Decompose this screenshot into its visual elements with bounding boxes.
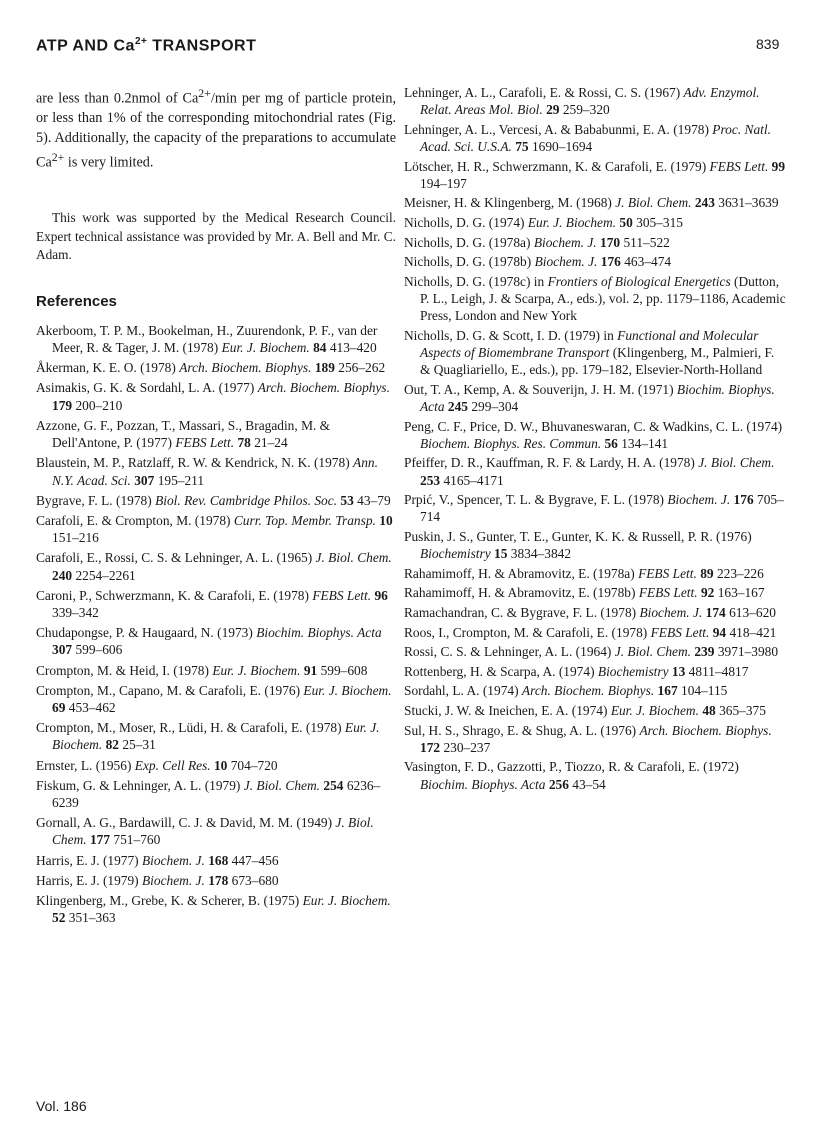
reference-item [404, 584, 786, 601]
reference-volume: 96 [374, 587, 388, 603]
reference-pages: 6236–6239 [52, 777, 381, 810]
reference-journal: Biochem. Biophys. Res. Commun. [420, 435, 602, 451]
running-header-text: ATP AND Ca [36, 37, 135, 55]
reference-journal: Curr. Top. Membr. Transp. [233, 512, 376, 528]
reference-pages: 463–474 [624, 254, 672, 270]
reference-item [36, 512, 396, 546]
reference-list-right [404, 84, 786, 793]
reference-journal: FEBS Lett. [312, 587, 372, 603]
reference-pages: 704–720 [230, 757, 278, 773]
reference-item [36, 777, 396, 811]
reference-volume: 52 [52, 910, 66, 926]
reference-pages: 751–760 [113, 832, 161, 848]
reference-journal: Eur. J. Biochem. [527, 214, 617, 230]
reference-volume: 10 [213, 757, 228, 773]
reference-journal: Biochem. J. [639, 604, 703, 620]
reference-journal: J. Biol. Chem. [698, 455, 775, 471]
reference-item [404, 381, 786, 415]
reference-volume: 176 [733, 492, 754, 508]
reference-authors: Puskin, J. S., Gunter, T. E., Gunter, K. K. & Russell, P. R. (1976) [404, 528, 752, 544]
reference-volume: 176 [600, 254, 621, 270]
reference-pages: 4165–4171 [443, 472, 504, 488]
reference-volume: 50 [619, 214, 633, 230]
reference-volume: 168 [208, 852, 229, 868]
reference-volume: 91 [303, 662, 318, 678]
reference-item [404, 565, 786, 582]
reference-item [404, 454, 786, 488]
reference-journal: Arch. Biochem. Biophys. [257, 380, 390, 396]
reference-volume: 256 [548, 776, 569, 792]
reference-item [404, 327, 786, 379]
reference-pages: 134–141 [621, 435, 669, 451]
reference-list-left [36, 322, 396, 927]
reference-authors: Ernster, L. (1956) [36, 757, 132, 773]
reference-item [36, 454, 396, 488]
reference-volume: 240 [52, 567, 73, 583]
reference-item [404, 758, 786, 792]
reference-authors: Peng, C. F., Price, D. W., Bhuvaneswaran, C. & Wadkins, C. L. (1974) [404, 418, 783, 434]
reference-pages: 3971–3980 [717, 644, 779, 660]
reference-pages: 256–262 [338, 360, 386, 376]
reference-journal: J. Biol. Chem. [615, 195, 692, 211]
reference-pages: 25–31 [122, 737, 156, 753]
reference-authors: Ramachandran, C. & Bygrave, F. L. (1978) [404, 604, 637, 620]
reference-volume: 48 [702, 702, 716, 718]
reference-item [404, 234, 786, 251]
reference-volume: 243 [694, 195, 715, 211]
reference-journal: FEBS Lett. [709, 158, 769, 174]
reference-item [404, 158, 786, 192]
reference-item [36, 872, 396, 889]
reference-journal: Biochem. J. [142, 852, 205, 868]
reference-journal: Biol. Rev. Cambridge Philos. Soc. [155, 492, 338, 508]
reference-authors: Åkerman, K. E. O. (1978) [36, 360, 176, 376]
body-paragraph: are less than 0.2nmol of $Ca^{2+}/\min$ per mg of particle protein, or less than 1% of the corresponding mitochondrial rates (Fig. 5). Additionally, the capacity of the preparations to accumulate $Ca^{2+}$ is very limited. [36, 86, 396, 171]
reference-authors: Crompton, M., Moser, R., Lüdi, H. & Carafoli, E. (1978) [36, 720, 342, 736]
reference-journal: Eur. J. Biochem. [52, 720, 380, 753]
reference-authors: Vasington, F. D., Gazzotti, P., Tiozzo, R. & Carafoli, E. (1972) [404, 759, 739, 775]
reference-volume: 75 [515, 139, 529, 154]
running-header-superscript: 2+ [134, 36, 148, 47]
reference-pages: 223–226 [716, 565, 764, 581]
reference-item [404, 682, 786, 699]
reference-journal: Ann. N.Y. Acad. Sci. [52, 455, 378, 488]
reference-item [404, 643, 786, 660]
reference-authors: Nicholls, D. G. (1974) [404, 214, 525, 230]
reference-pages: 339–342 [52, 604, 99, 620]
reference-item [36, 662, 396, 679]
reference-authors: Nicholls, D. G. & Scott, I. D. (1979) in [404, 327, 614, 343]
reference-volume: 94 [712, 624, 727, 640]
reference-journal: J. Biol. Chem. [243, 777, 321, 793]
reference-item [36, 719, 396, 753]
reference-item [36, 417, 396, 451]
reference-authors: Rossi, C. S. & Lehninger, A. L. (1964) [404, 644, 612, 660]
reference-authors: Nicholls, D. G. (1978c) in [404, 273, 545, 289]
reference-item [404, 491, 786, 525]
reference-journal: FEBS Lett. [638, 565, 697, 581]
reference-volume: 254 [323, 777, 344, 793]
reference-item [36, 379, 396, 413]
reference-journal: Biochim. Biophys. Acta [256, 625, 382, 641]
reference-volume: 178 [208, 872, 229, 888]
reference-pages: 299–304 [471, 398, 519, 414]
reference-volume: 69 [52, 699, 66, 715]
reference-volume: 99 [771, 158, 786, 174]
reference-pages: 599–608 [320, 662, 368, 678]
running-header [36, 36, 256, 55]
reference-pages: 705–714 [420, 492, 784, 525]
reference-pages: 104–115 [681, 683, 728, 699]
reference-authors: Bygrave, F. L. (1978) [36, 492, 152, 508]
reference-authors: Prpić, V., Spencer, T. L. & Bygrave, F. L. (1978) [404, 492, 664, 508]
reference-item [36, 549, 396, 583]
reference-volume: 167 [657, 683, 678, 699]
reference-volume: 253 [420, 472, 441, 488]
reference-journal: Exp. Cell Res. [134, 757, 211, 773]
reference-journal: Proc. Natl. Acad. Sci. U.S.A. [420, 121, 771, 154]
reference-item [36, 814, 396, 848]
references-heading: References [36, 292, 117, 310]
reference-pages: 21–24 [254, 435, 288, 451]
reference-item [404, 702, 786, 719]
reference-pages: 351–363 [68, 910, 116, 926]
reference-pages: 200–210 [75, 397, 123, 413]
reference-authors: Fiskum, G. & Lehninger, A. L. (1979) [36, 777, 241, 793]
reference-pages: 365–375 [719, 702, 766, 718]
reference-pages: 2254–2261 [75, 567, 136, 583]
reference-volume: 78 [237, 435, 251, 451]
reference-item [404, 528, 786, 562]
reference-journal: J. Biol. Chem. [614, 644, 691, 660]
reference-authors: Rottenberg, H. & Scarpa, A. (1974) [404, 663, 595, 679]
reference-item [36, 757, 396, 774]
reference-pages: 195–211 [157, 472, 205, 488]
reference-pages: 418–421 [729, 624, 777, 640]
reference-authors: Carafoli, E. & Crompton, M. (1978) [36, 512, 231, 528]
reference-item [404, 418, 786, 452]
reference-authors: Harris, E. J. (1977) [36, 852, 139, 868]
reference-authors: Sul, H. S., Shrago, E. & Shug, A. L. (1976) [404, 722, 637, 738]
reference-pages: 194–197 [420, 175, 467, 191]
reference-journal: Biochem. J. [533, 234, 597, 250]
reference-journal: J. Biol. Chem. [315, 550, 392, 566]
reference-authors: Asimakis, G. K. & Sordahl, L. A. (1977) [36, 380, 255, 396]
reference-journal: Eur. J. Biochem. [303, 682, 392, 698]
right-column [404, 84, 786, 795]
reference-item [404, 214, 786, 231]
reference-volume: 29 [546, 102, 560, 118]
reference-journal: Eur. J. Biochem. [302, 892, 391, 908]
reference-authors: Gornall, A. G., Bardawill, C. J. & David, M. M. (1949) [36, 815, 333, 831]
reference-authors: Klingenberg, M., Grebe, K. & Scherer, B. (1975) [36, 892, 300, 908]
reference-journal: FEBS Lett. [175, 435, 235, 451]
reference-volume: 13 [671, 663, 686, 679]
reference-pages: 613–620 [729, 604, 776, 620]
acknowledgement: This work was supported by the Medical Research Council. Expert technical assistance was provided by Mr. A. Bell and Mr. C. Adam. [36, 210, 396, 263]
reference-volume: 53 [340, 492, 354, 508]
left-column [36, 84, 396, 929]
reference-item [36, 359, 396, 376]
reference-volume: 307 [134, 472, 155, 488]
reference-item [36, 682, 396, 716]
reference-volume: 239 [694, 644, 715, 660]
reference-authors: Nicholls, D. G. (1978a) [404, 234, 531, 250]
reference-pages: 1690–1694 [531, 139, 593, 154]
reference-journal: Adv. Enzymol. Relat. Areas Mol. Biol. [420, 85, 760, 118]
reference-authors: Crompton, M., Capano, M. & Carafoli, E. (1976) [36, 682, 301, 698]
reference-authors: Stucki, J. W. & Ineichen, E. A. (1974) [404, 702, 608, 718]
reference-pages: 3631–3639 [718, 195, 779, 211]
reference-pages: 599–606 [75, 642, 123, 658]
reference-item [36, 322, 396, 356]
footer-volume: Vol. 186 [36, 1098, 87, 1114]
reference-journal: Arch. Biochem. Biophys. [179, 360, 312, 376]
reference-volume: 174 [705, 604, 726, 620]
reference-volume: 177 [89, 832, 111, 848]
reference-pages: 413–420 [329, 340, 377, 356]
reference-volume: 84 [313, 340, 327, 356]
reference-volume: 82 [105, 737, 119, 753]
running-header-text-suffix: TRANSPORT [147, 37, 257, 55]
reference-pages: 3834–3842 [510, 546, 572, 562]
reference-pages: 151–216 [52, 530, 99, 546]
reference-authors: Sordahl, L. A. (1974) [404, 683, 519, 699]
reference-item [404, 84, 786, 118]
reference-journal: Biochim. Biophys. Acta [420, 381, 775, 414]
reference-pages: 673–680 [231, 872, 279, 888]
reference-volume: 172 [420, 739, 441, 755]
reference-volume: 89 [700, 565, 714, 581]
reference-pages: 305–315 [636, 214, 683, 230]
reference-item [404, 663, 786, 680]
reference-authors: Rahamimoff, H. & Abramovitz, E. (1978b) [404, 585, 636, 601]
reference-journal: Functional and Molecular Aspects of Biomembrane Transport [420, 327, 759, 360]
reference-volume: 15 [494, 546, 508, 562]
reference-authors: Roos, I., Crompton, M. & Carafoli, E. (1978) [404, 624, 648, 640]
reference-pages: 4811–4817 [688, 663, 749, 679]
reference-item [404, 273, 786, 325]
reference-authors: Crompton, M. & Heid, I. (1978) [36, 662, 209, 678]
reference-item [36, 892, 396, 926]
page-number: 839 [756, 36, 780, 52]
reference-authors: Rahamimoff, H. & Abramovitz, E. (1978a) [404, 565, 635, 581]
reference-journal: Biochem. J. [534, 254, 598, 270]
reference-pages: 447–456 [231, 852, 279, 868]
reference-authors: Lehninger, A. L., Carafoli, E. & Rossi, C. S. (1967) [404, 85, 681, 100]
reference-item [404, 624, 786, 641]
reference-item [404, 253, 786, 270]
reference-journal: Frontiers of Biological Energetics [547, 273, 731, 289]
reference-pages: 163–167 [717, 585, 765, 601]
reference-authors: Chudapongse, P. & Haugaard, N. (1973) [36, 625, 253, 641]
reference-journal: Biochem. J. [142, 872, 205, 888]
reference-pages: (Klingenberg, M., Palmieri, F. & Quagliariello, E., eds.), pp. 179–182, Elsevier-North-Holland [420, 344, 775, 378]
reference-item [404, 722, 786, 756]
reference-journal: Biochemistry [597, 663, 669, 679]
reference-item [404, 194, 786, 211]
reference-authors: Caroni, P., Schwerzmann, K. & Carafoli, E. (1978) [36, 587, 309, 603]
reference-pages: 259–320 [562, 102, 610, 118]
reference-authors: Blaustein, M. P., Ratzlaff, R. W. & Kendrick, N. K. (1978) [36, 455, 350, 471]
reference-journal: Arch. Biochem. Biophys. [521, 683, 655, 699]
reference-item [404, 121, 786, 155]
reference-volume: 189 [314, 360, 335, 376]
reference-pages: (Dutton, P. L., Leigh, J. & Scarpa, A., eds.), vol. 2, pp. 1179–1186, Academic Press, London and New York [420, 273, 786, 324]
reference-item [36, 624, 396, 658]
reference-journal: FEBS Lett. [650, 624, 710, 640]
reference-journal: J. Biol. Chem. [52, 815, 374, 848]
reference-authors: Out, T. A., Kemp, A. & Souverijn, J. H. M. (1971) [404, 381, 674, 397]
reference-volume: 10 [379, 512, 393, 528]
reference-item [36, 587, 396, 621]
reference-pages: 230–237 [443, 739, 491, 755]
reference-volume: 56 [604, 435, 618, 451]
reference-volume: 245 [447, 398, 468, 414]
reference-volume: 307 [52, 642, 73, 658]
reference-journal: Biochim. Biophys. Acta [420, 776, 546, 792]
reference-volume: 179 [52, 397, 73, 413]
reference-volume: 92 [700, 585, 715, 601]
reference-item [36, 492, 396, 509]
reference-authors: Akerboom, T. P. M., Bookelman, H., Zuurendonk, P. F., van der Meer, R. & Tager, J. M. (1978) [36, 322, 378, 356]
reference-item [36, 852, 396, 869]
reference-authors: Lehninger, A. L., Vercesi, A. & Bababunmi, E. A. (1978) [404, 121, 709, 137]
reference-journal: Eur. J. Biochem. [610, 702, 699, 718]
reference-journal: Eur. J. Biochem. [221, 340, 310, 356]
reference-journal: Biochemistry [420, 546, 491, 562]
reference-authors: Lötscher, H. R., Schwerzmann, K. & Carafoli, E. (1979) [404, 158, 707, 174]
reference-authors: Harris, E. J. (1979) [36, 872, 139, 888]
reference-journal: Arch. Biochem. Biophys. [639, 722, 772, 738]
reference-item [404, 604, 786, 621]
reference-pages: 43–54 [572, 776, 606, 792]
reference-pages: 453–462 [68, 699, 116, 715]
reference-authors: Carafoli, E., Rossi, C. S. & Lehninger, A. L. (1965) [36, 550, 313, 566]
reference-pages: 43–79 [357, 492, 391, 508]
reference-journal: Eur. J. Biochem. [212, 662, 301, 678]
reference-authors: Pfeiffer, D. R., Kauffman, R. F. & Lardy, H. A. (1978) [404, 455, 695, 471]
reference-pages: 511–522 [623, 234, 670, 250]
reference-authors: Nicholls, D. G. (1978b) [404, 254, 532, 270]
reference-authors: Azzone, G. F., Pozzan, T., Massari, S., Bragadin, M. & Dell'Antone, P. (1977) [36, 417, 331, 451]
reference-journal: Biochem. J. [667, 492, 731, 508]
reference-authors: Meisner, H. & Klingenberg, M. (1968) [404, 195, 612, 211]
reference-volume: 170 [600, 234, 621, 250]
reference-journal: FEBS Lett. [638, 585, 698, 601]
